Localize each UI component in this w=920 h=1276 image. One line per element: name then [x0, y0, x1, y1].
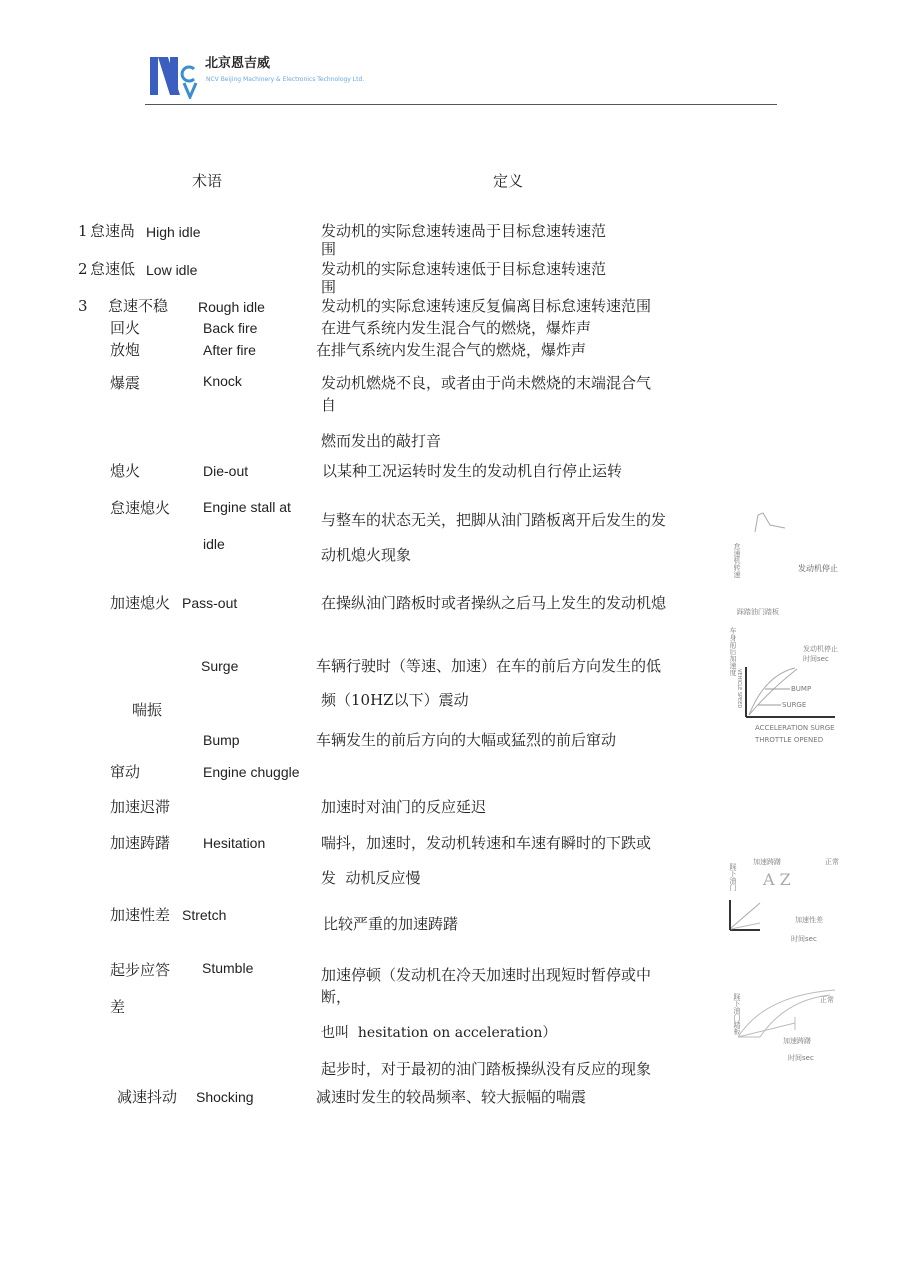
company-name-cn: 北京恩吉威: [205, 56, 271, 71]
term-en: After fire: [203, 342, 256, 358]
definition: 与整车的状态无关，把脚从油门踏板离开后发生的发: [321, 511, 667, 529]
term-cn: 怠速低: [90, 260, 136, 278]
figure-label: THROTTLE OPENED: [755, 736, 824, 744]
term-en: Hesitation: [203, 835, 266, 851]
stumble-figure: [725, 985, 845, 1065]
term-en: idle: [203, 536, 225, 552]
figure-label: 时间sec: [791, 935, 817, 943]
term-cn: 爆震: [110, 374, 141, 392]
figure-label: 时间sec: [803, 655, 829, 663]
definition: 在排气系统内发生混合气的燃烧，爆炸声: [316, 341, 587, 359]
term-cn: 差: [110, 998, 126, 1016]
figure-label: A Z: [763, 870, 791, 889]
definition: 起步时，对于最初的油门踏板操纵没有反应的现象: [321, 1060, 652, 1078]
figure-ylabel: 踩下油门: [729, 863, 737, 891]
term-cn: 熄火: [110, 462, 141, 480]
definition: 发动机的实际怠速转速低于目标怠速转速范: [321, 260, 607, 278]
definition: 加速停顿（发动机在冷天加速时出现短时暂停或中: [321, 966, 652, 984]
term-cn: 窜动: [110, 763, 141, 781]
figure-ylabel: 怠速机转速: [733, 543, 741, 578]
ncv-logo: [148, 55, 208, 99]
definition: 发动机的实际怠速转速咼于目标怠速转速范: [321, 222, 607, 240]
header-rule: [145, 104, 777, 105]
term-en: Stumble: [202, 960, 254, 976]
figure-ylabel: 车身前后加速度: [729, 627, 737, 676]
term-en: Low idle: [146, 262, 198, 278]
definition: 在进气系统内发生混合气的燃烧，爆炸声: [321, 319, 592, 337]
definition: 比较严重的加速踌躇: [323, 915, 459, 933]
term-en: Shocking: [196, 1089, 254, 1105]
definition: 动机熄火现象: [321, 546, 412, 564]
term-cn: 加速性差: [110, 906, 171, 924]
definition: 喘抖，加速时，发动机转速和车速有瞬时的下跌或: [321, 834, 652, 852]
column-header-term: 术语: [192, 172, 223, 190]
definition: 发动机燃烧不良，或者由于尚未燃烧的末端混合气: [321, 374, 652, 392]
definition: 加速时对油门的反应延迟: [321, 798, 487, 816]
figure-label: SURGE: [782, 701, 807, 709]
term-cn: 怠速不稳: [108, 297, 169, 315]
term-cn: 喘振: [132, 701, 163, 719]
term-en: Engine chuggle: [203, 764, 300, 780]
figure-label: 加速踌躇: [783, 1037, 811, 1045]
figure-caption: 发动机停止: [798, 564, 838, 573]
figure-label: 正常: [825, 858, 839, 866]
definition: 减速时发生的较咼频率、较大振幅的喘震: [316, 1088, 587, 1106]
figure-label: 加速踌躇: [753, 858, 781, 866]
definition: 也叫 hesitation on acceleration）: [321, 1025, 557, 1041]
definition: 发 动机反应慢: [321, 869, 421, 887]
term-cn: 怠速咼: [90, 222, 136, 240]
definition: 在操纵油门踏板时或者操纵之后马上发生的发动机熄: [321, 594, 667, 612]
surge-figure: [725, 605, 845, 755]
figure-ylabel: VEHICLE SPEED: [736, 669, 742, 709]
hesitation-figure: [725, 855, 845, 945]
engine-stall-figure: [725, 505, 845, 585]
figure-label: 加速性差: [795, 916, 823, 924]
term-en: Pass-out: [182, 595, 238, 611]
term-en: Engine stall at: [203, 499, 291, 515]
term-en: Bump: [203, 732, 240, 748]
definition: 车辆发生的前后方向的大幅或猛烈的前后窜动: [316, 731, 617, 749]
term-en: Back fire: [203, 320, 258, 336]
term-en: Die-out: [203, 463, 249, 479]
figure-ylabel: 踩下油门踏板: [733, 993, 741, 1035]
term-en: Surge: [201, 658, 239, 674]
term-en: Knock: [203, 373, 242, 389]
term-cn: 起步应答: [110, 961, 171, 979]
figure-label: 时间sec: [788, 1054, 814, 1062]
figure-label: 正常: [820, 996, 834, 1004]
term-en: High idle: [146, 224, 201, 240]
definition: 围: [321, 240, 337, 258]
figure-label: 发动机停止: [803, 645, 838, 653]
term-en: Rough idle: [198, 299, 265, 315]
term-cn: 怠速熄火: [110, 499, 171, 517]
definition: 自: [321, 396, 337, 414]
company-name-en: NCV Beijing Machinery & Electronics Technology Ltd.: [206, 76, 365, 83]
figure-label: BUMP: [791, 685, 812, 693]
definition: 车辆行驶时（等速、加速）在车的前后方向发生的低: [316, 657, 662, 675]
term-num: 3: [78, 297, 88, 315]
term-cn: 加速熄火: [110, 594, 171, 612]
term-cn: 减速抖动: [117, 1088, 178, 1106]
figure-label: ACCELERATION SURGE: [755, 724, 835, 732]
definition: 断，: [321, 988, 352, 1006]
term-cn: 回火: [110, 319, 141, 337]
term-cn: 加速迟滞: [110, 798, 171, 816]
definition: 以某种工况运转时发生的发动机自行停止运转: [322, 462, 623, 480]
definition: 频（10HZ以下）震动: [321, 691, 469, 709]
figure-label: 踩踏油门踏板: [737, 608, 779, 616]
definition: 围: [321, 278, 337, 296]
term-num: 1: [78, 222, 88, 240]
definition: 发动机的实际怠速转速反复偏离目标怠速转速范围: [321, 297, 652, 315]
definition: 燃而发出的敲打音: [321, 432, 442, 450]
term-cn: 加速踌躇: [110, 834, 171, 852]
term-en: Stretch: [182, 907, 227, 923]
term-cn: 放炮: [110, 341, 141, 359]
term-num: 2: [78, 260, 88, 278]
column-header-definition: 定义: [493, 172, 524, 190]
